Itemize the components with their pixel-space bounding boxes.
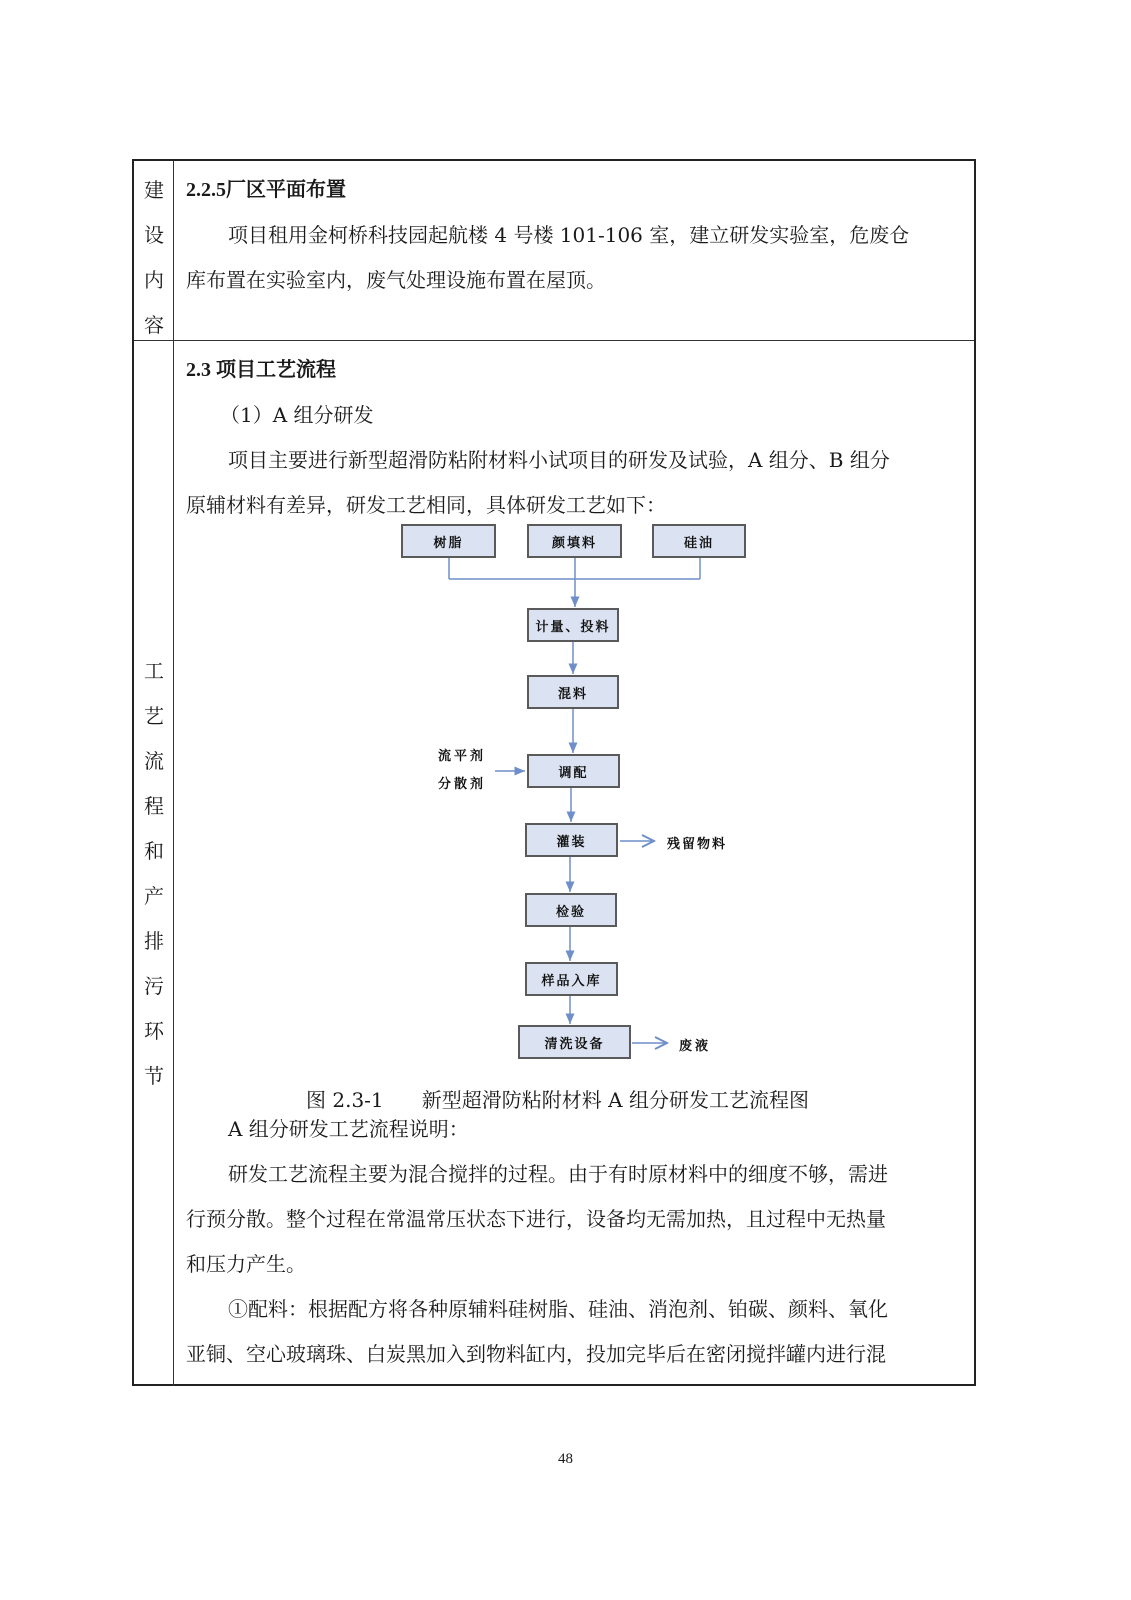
flow-input-resin: 树脂 [401,524,496,558]
figure-caption: 图 2.3-1 新型超滑防粘附材料 A 组分研发工艺流程图 [306,1088,809,1112]
page-number: 48 [558,1451,573,1467]
process-row [134,341,974,1386]
paragraph-line: ①配料：根据配方将各种原辅料硅树脂、硅油、消泡剂、铂碳、颜料、氧化 [228,1297,888,1321]
label-char: 设 [144,223,164,247]
paragraph-line: 和压力产生。 [186,1252,306,1276]
flow-step-filling: 灌装 [525,823,618,857]
label-char: 程 [144,794,164,818]
side-input-dispersant: 分散剂 [438,777,487,792]
label-char: 产 [144,884,164,908]
flow-step-metering: 计量、投料 [527,608,619,642]
flow-input-pigment-filler: 颜填料 [527,524,622,558]
paragraph-line: 行预分散。整个过程在常温常压状态下进行，设备均无需加热，且过程中无热量 [186,1207,886,1231]
flow-input-silicone-oil: 硅油 [652,524,746,558]
label-char: 工 [144,659,164,683]
label-char: 排 [144,929,164,953]
construction-label-cell [134,161,174,340]
paragraph-line: 项目租用金柯桥科技园起航楼 4 号楼 101-106 室，建立研发实验室，危废仓 [228,223,910,247]
label-char: 和 [144,839,164,863]
subheading: （1）A 组分研发 [220,403,374,427]
paragraph-line: 研发工艺流程主要为混合搅拌的过程。由于有时原材料中的细度不够，需进 [228,1162,888,1186]
process-label-cell [134,341,174,1386]
output-residual-material: 残留物料 [667,837,728,852]
paragraph-line: 库布置在实验室内，废气处理设施布置在屋顶。 [186,268,606,292]
label-char: 污 [144,974,164,998]
paragraph-line: 亚铜、空心玻璃珠、白炭黑加入到物料缸内，投加完毕后在密闭搅拌罐内进行混 [186,1342,886,1366]
label-char: 艺 [144,704,164,728]
label-char: 流 [144,749,164,773]
label-char: 内 [144,268,164,292]
paragraph-line: 项目主要进行新型超滑防粘附材料小试项目的研发及试验，A 组分、B 组分 [228,448,890,472]
label-char: 容 [144,313,164,337]
flow-step-blending: 调配 [527,754,620,788]
paragraph-line: 原辅材料有差异，研发工艺相同，具体研发工艺如下： [186,493,666,517]
label-char: 节 [144,1064,164,1088]
section-heading: 2.2.5厂区平面布置 [186,179,346,201]
section-heading: 2.3 项目工艺流程 [186,359,336,381]
label-char: 建 [144,178,164,202]
description-title: A 组分研发工艺流程说明： [228,1117,469,1141]
construction-row [134,161,974,341]
flow-step-cleaning: 清洗设备 [518,1025,631,1059]
flow-step-sample-storage: 样品入库 [525,962,618,996]
output-waste-liquid: 废液 [679,1039,712,1054]
flow-step-mixing: 混料 [527,675,619,709]
side-input-leveling-agent: 流平剂 [438,749,487,764]
flow-step-inspection: 检验 [525,893,617,927]
label-char: 环 [144,1019,164,1043]
